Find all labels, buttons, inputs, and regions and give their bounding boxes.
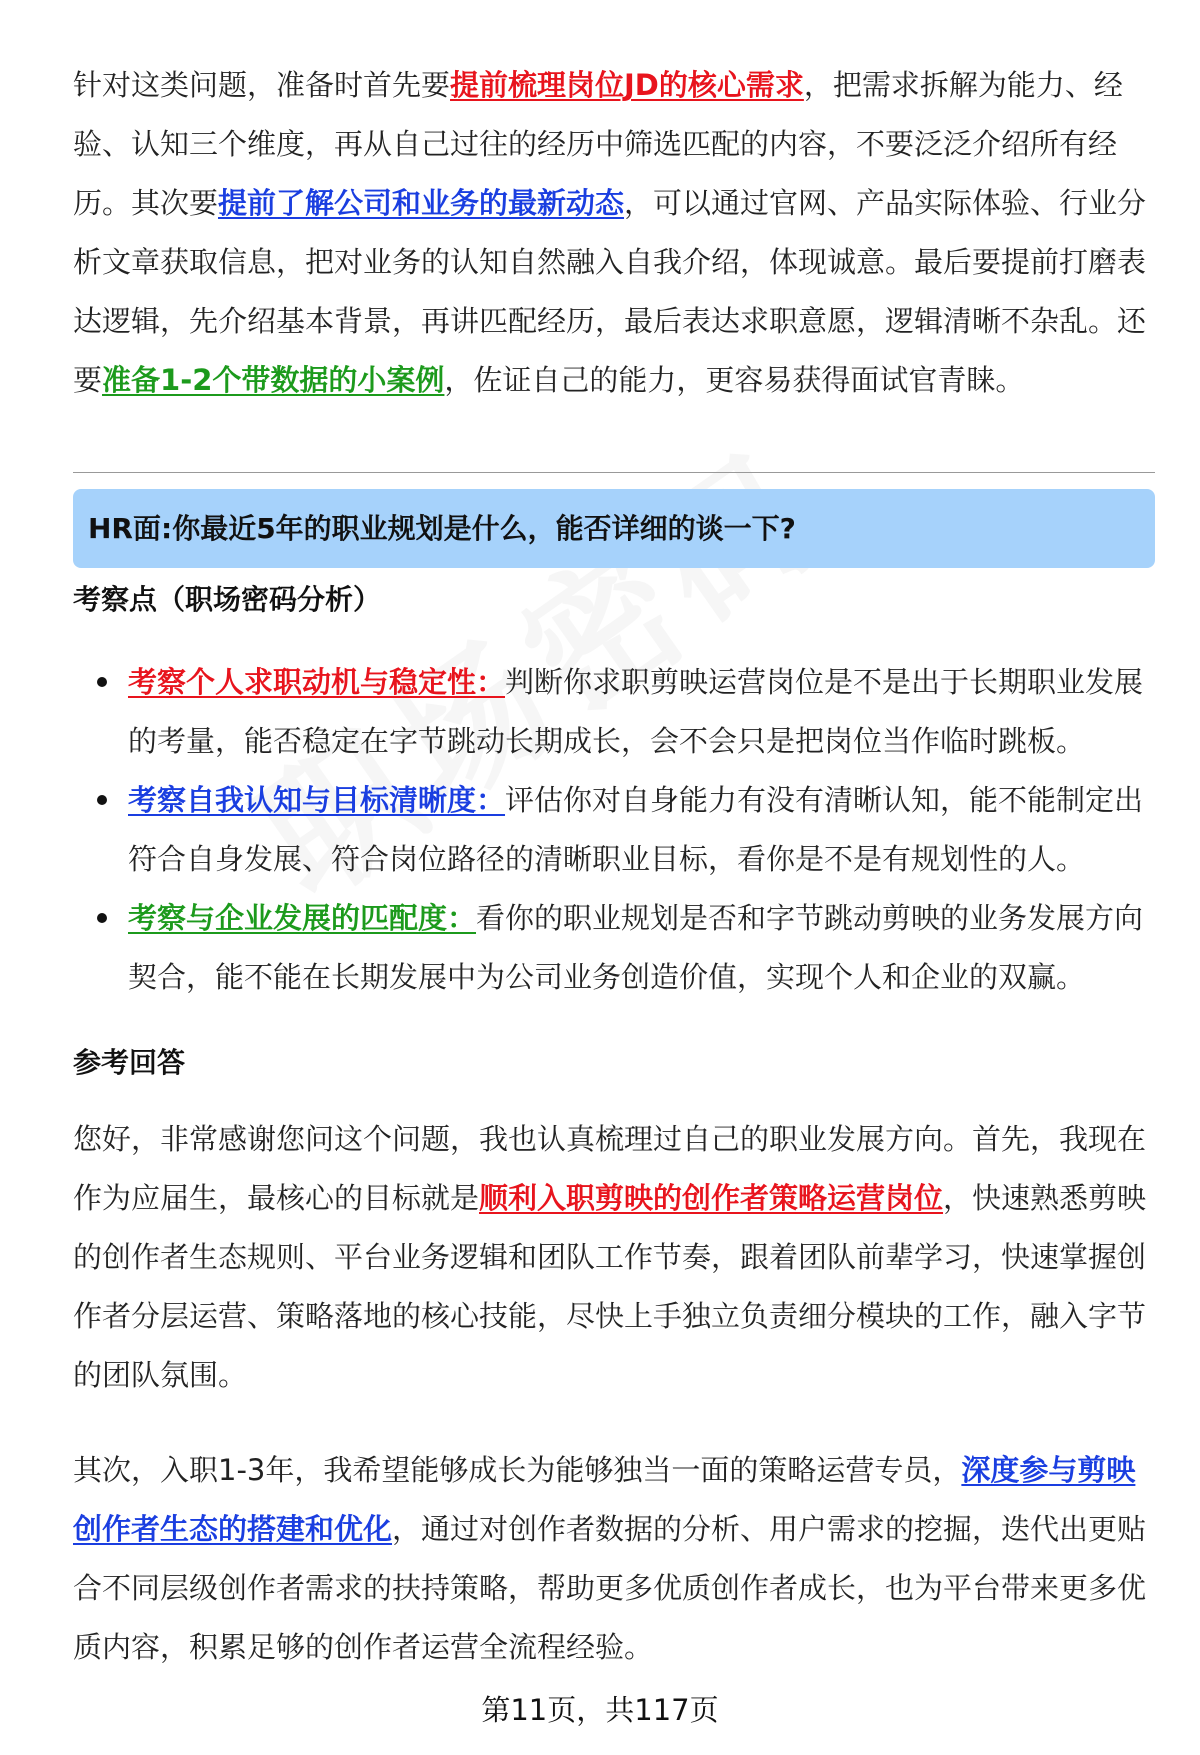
bullet-item: [73, 889, 1155, 1007]
bullet-item: [73, 771, 1155, 889]
answer-paragraph-1: [73, 1110, 1155, 1405]
intro-highlight-jd: 提前梳理岗位JD的核心需求: [450, 68, 804, 102]
bullet-text: 评估你对自身能力有没有清晰认知，能不能制定出符合自身发展、符合岗位路径的清晰职业目标，看你是不是有规划性的人。: [128, 783, 1144, 876]
section-heading-answer: 参考回答: [73, 1046, 186, 1079]
answer2-text-1: 其次，入职1-3年，我希望能够成长为能够独当一面的策略运营专员，: [73, 1453, 962, 1487]
question-title: HR面:你最近5年的职业规划是什么，能否详细的谈一下?: [88, 512, 796, 545]
intro-text-3: ，可以通过官网、产品实际体验、行业分析文章获取信息，把对业务的认知自然融入自我介绍，体现诚意。最后要提前打磨表达逻辑，先介绍基本背景，再讲匹配经历，最后表达求职意愿，逻辑清晰不杂乱。还要: [73, 186, 1147, 397]
bullet-dot: [97, 913, 107, 923]
answer2-highlight: 深度参与剪映创作者生态的搭建和优化: [73, 1453, 1136, 1546]
bullet-label: 考察自我认知与目标清晰度：: [128, 783, 506, 817]
section-heading-assessment: 考察点（职场密码分析）: [73, 583, 382, 616]
bullet-dot: [97, 677, 107, 687]
assessment-bullet-list: [73, 653, 1155, 1007]
question-box: [73, 489, 1155, 568]
bullet-item: [73, 653, 1155, 771]
intro-highlight-case: 准备1-2个带数据的小案例: [102, 363, 445, 397]
bullet-text: 判断你求职剪映运营岗位是不是出于长期职业发展的考量，能否稳定在字节跳动长期成长，会不会只是把岗位当作临时跳板。: [128, 665, 1144, 758]
section-divider: [73, 472, 1155, 473]
answer1-highlight: 顺利入职剪映的创作者策略运营岗位: [479, 1181, 944, 1215]
intro-highlight-company: 提前了解公司和业务的最新动态: [218, 186, 625, 220]
bullet-text: 看你的职业规划是否和字节跳动剪映的业务发展方向契合，能不能在长期发展中为公司业务创造价值，实现个人和企业的双赢。: [128, 901, 1144, 994]
bullet-label: 考察个人求职动机与稳定性：: [128, 665, 506, 699]
intro-text-1: 针对这类问题，准备时首先要: [73, 68, 451, 102]
page-number-footer: 第11页，共117页: [481, 1693, 719, 1727]
answer1-text-2: ，快速熟悉剪映的创作者生态规则、平台业务逻辑和团队工作节奏，跟着团队前辈学习，快速掌握创作者分层运营、策略落地的核心技能，尽快上手独立负责细分模块的工作，融入字节的团队氛围。: [73, 1181, 1147, 1392]
intro-paragraph: [73, 56, 1155, 410]
intro-text-2: ，把需求拆解为能力、经验、认知三个维度，再从自己过往的经历中筛选匹配的内容，不要泛泛介绍所有经历。其次要: [73, 68, 1123, 220]
bullet-dot: [97, 795, 107, 805]
answer2-text-2: ，通过对创作者数据的分析、用户需求的挖掘，迭代出更贴合不同层级创作者需求的扶持策略，帮助更多优质创作者成长，也为平台带来更多优质内容，积累足够的创作者运营全流程经验。: [73, 1512, 1147, 1664]
answer-paragraph-2: [73, 1441, 1155, 1677]
intro-text-4: ，佐证自己的能力，更容易获得面试官青睐。: [444, 363, 1025, 397]
bullet-label: 考察与企业发展的匹配度：: [128, 901, 477, 935]
answer1-text-1: 您好，非常感谢您问这个问题，我也认真梳理过自己的职业发展方向。首先，我现在作为应届生，最核心的目标就是: [73, 1122, 1147, 1215]
